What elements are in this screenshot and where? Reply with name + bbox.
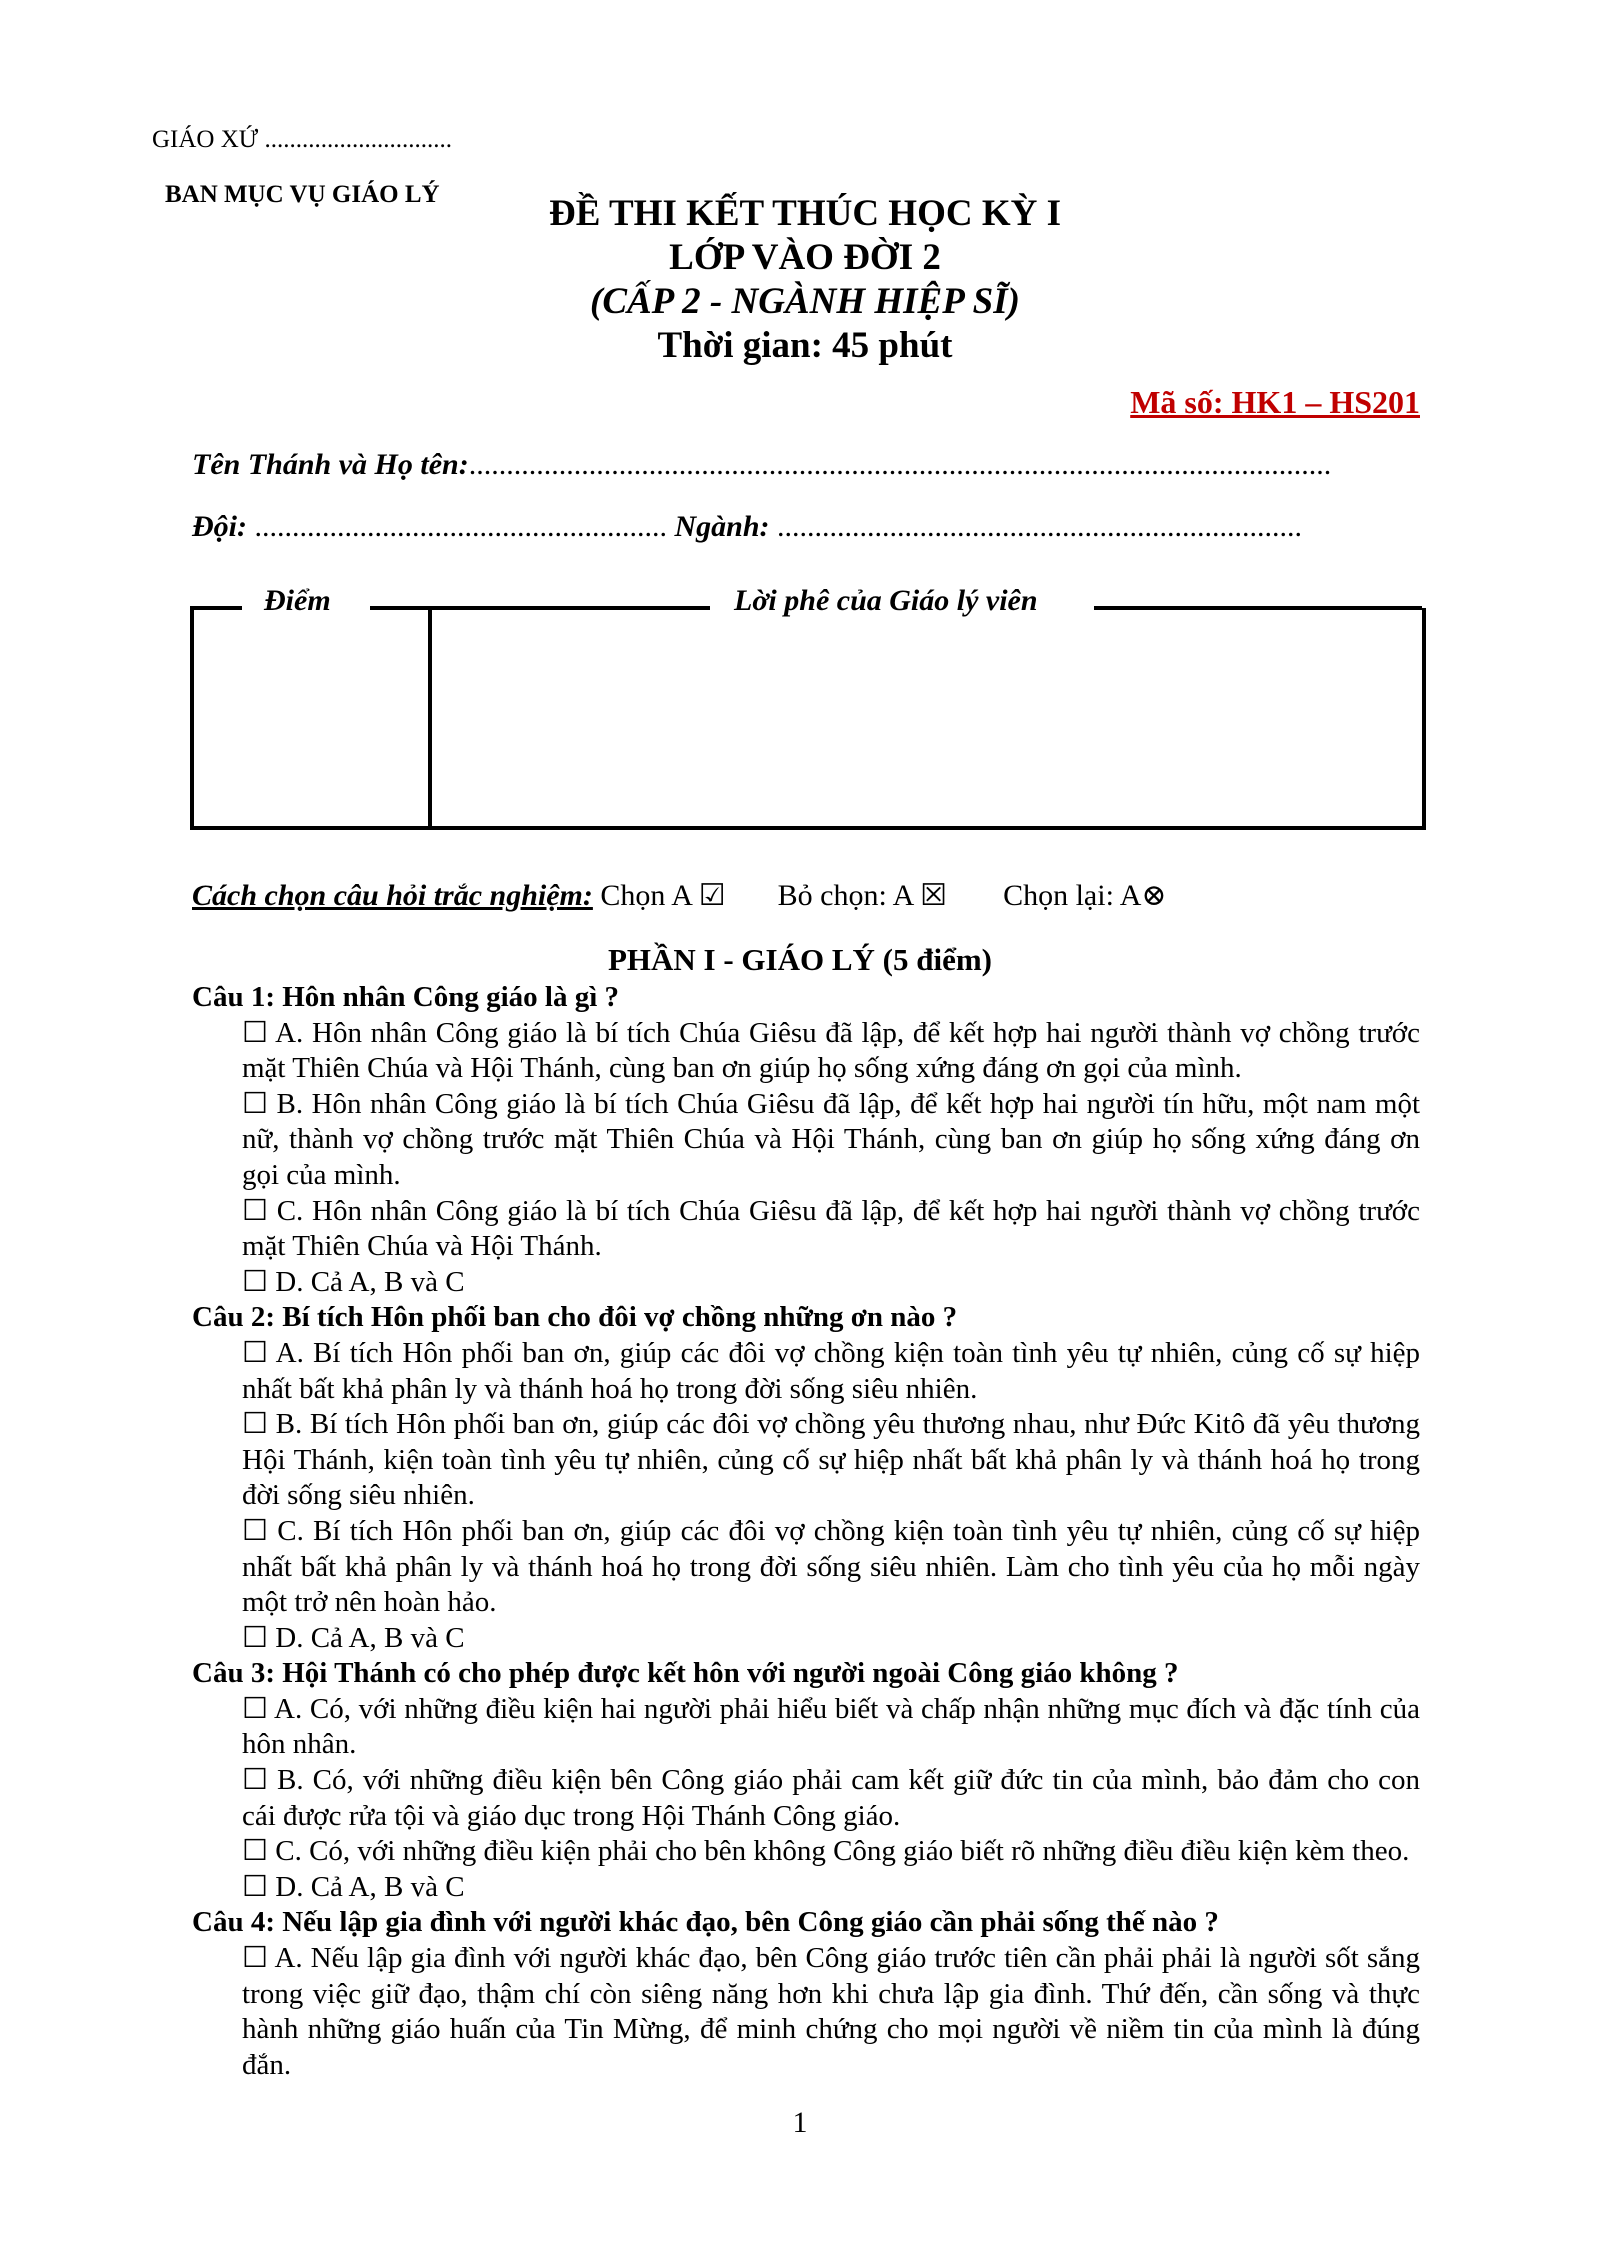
exam-code: Mã số: HK1 – HS201 — [1130, 384, 1420, 420]
answer-option[interactable]: ☐ B. Hôn nhân Công giáo là bí tích Chúa Giêsu đã lập, để kết hợp hai người tín hữu, một nam một nữ, thành vợ chồng trước mặt Thiên Chúa và Hội Thánh, cùng ban ơn giúp họ sống xứng đáng ơn gọi của mình. — [242, 1087, 1420, 1191]
parish-line: GIÁO XỨ .............................. — [152, 126, 452, 153]
question-4: Câu 4: Nếu lập gia đình với người khác đạo, bên Công giáo cần phải sống thế nào ? — [192, 1906, 1219, 1939]
grade-box-divider — [428, 608, 432, 830]
answer-option[interactable]: ☐ A. Bí tích Hôn phối ban ơn, giúp các đôi vợ chồng kiện toàn tình yêu tự nhiên, củng cố sự hiệp nhất bất khả phân ly và thánh hoá họ trong đời sống siêu nhiên. — [242, 1336, 1420, 1405]
grade-box-top-left — [190, 606, 242, 610]
question-1: Câu 1: Hôn nhân Công giáo là gì ? — [192, 981, 620, 1013]
name-dots: ................................................................................................................... — [468, 448, 1332, 481]
exam-title: ĐỀ THI KẾT THÚC HỌC KỲ I — [549, 193, 1061, 234]
instructions-label: Cách chọn câu hỏi trắc nghiệm: — [192, 879, 593, 912]
answer-option[interactable]: ☐ C. Bí tích Hôn phối ban ơn, giúp các đôi vợ chồng kiện toàn tình yêu tự nhiên, củng cố sự hiệp nhất bất khả phân ly và thánh hoá họ trong đời sống siêu nhiên. Làm cho tình yêu của họ mỗi ngày một trở nên hoàn hảo. — [242, 1514, 1420, 1619]
answer-option[interactable]: ☐ B. Có, với những điều kiện bên Công giáo phải cam kết giữ đức tin của mình, bảo đảm cho con cái được rửa tội và giáo dục trong Hội Thánh Công giáo. — [242, 1764, 1420, 1832]
rechoose-instruction: Chọn lại: A⊗ — [1003, 879, 1167, 912]
branch-dots: ...................................................................... — [769, 510, 1303, 543]
unchoose-instruction: Bỏ chọn: A ☒ — [777, 879, 948, 912]
answer-instructions — [192, 878, 1167, 913]
question-3: Câu 3: Hội Thánh có cho phép được kết hôn với người ngoài Công giáo không ? — [192, 1657, 1179, 1690]
answer-option[interactable]: ☐ A. Có, với những điều kiện hai người phải hiểu biết và chấp nhận những mục đích và đặc tính của hôn nhân. — [242, 1692, 1420, 1761]
answer-option[interactable]: ☐ A. Hôn nhân Công giáo là bí tích Chúa Giêsu đã lập, để kết hợp hai người thành vợ chồng trước mặt Thiên Chúa và Hội Thánh, cùng ban ơn giúp họ sống xứng đáng ơn gọi của mình. — [242, 1016, 1420, 1085]
comment-label: Lời phê của Giáo lý viên — [726, 584, 1046, 618]
board-name: BAN MỤC VỤ GIÁO LÝ — [165, 181, 440, 208]
score-label: Điểm — [256, 584, 339, 618]
name-label: Tên Thánh và Họ tên: — [192, 448, 469, 481]
choose-instruction: Chọn A ☑ — [592, 879, 726, 912]
team-dots: ....................................................... — [247, 510, 675, 543]
team-label: Đội: — [192, 510, 247, 543]
duration-title: Thời gian: 45 phút — [657, 325, 953, 366]
answer-option[interactable]: ☐ D. Cả A, B và C — [242, 1265, 465, 1298]
answer-option[interactable]: ☐ D. Cả A, B và C — [242, 1621, 465, 1654]
team-branch-field[interactable] — [192, 510, 1302, 544]
answer-option[interactable]: ☐ A. Nếu lập gia đình với người khác đạo, bên Công giáo trước tiên cần phải phải là người sốt sắng trong việc giữ đạo, thậm chí còn siêng năng hơn khi chưa lập gia đình. Thứ đến, cần sống và thực hành những giáo huấn của Tin Mừng, để minh chứng cho mọi người về niềm tin của mình là đúng đắn. — [242, 1942, 1420, 2081]
level-title: (CẤP 2 - NGÀNH HIỆP SĨ) — [590, 281, 1020, 322]
grade-box — [190, 608, 1426, 830]
answer-option[interactable]: ☐ D. Cả A, B và C — [242, 1870, 465, 1903]
name-field[interactable] — [192, 448, 1331, 482]
answer-option[interactable]: ☐ B. Bí tích Hôn phối ban ơn, giúp các đôi vợ chồng yêu thương nhau, như Đức Kitô đã yêu thương Hội Thánh, kiện toàn tình yêu tự nhiên, củng cố sự hiệp nhất bất khả phân ly và thánh hoá họ trong đời sống siêu nhiên. — [242, 1408, 1420, 1512]
grade-box-top-right — [1094, 606, 1422, 610]
question-2: Câu 2: Bí tích Hôn phối ban cho đôi vợ chồng những ơn nào ? — [192, 1301, 958, 1334]
answer-option[interactable]: ☐ C. Có, với những điều kiện phải cho bên không Công giáo biết rõ những điều điều kiện kèm theo. — [242, 1835, 1410, 1868]
part-title: PHẦN I - GIÁO LÝ (5 điểm) — [607, 942, 993, 977]
page-number: 1 — [792, 2106, 808, 2139]
questions-list — [192, 980, 1420, 2083]
branch-label: Ngành: — [674, 510, 770, 543]
answer-option[interactable]: ☐ C. Hôn nhân Công giáo là bí tích Chúa Giêsu đã lập, để kết hợp hai người thành vợ chồng trước mặt Thiên Chúa và Hội Thánh. — [242, 1194, 1420, 1263]
class-title: LỚP VÀO ĐỜI 2 — [669, 237, 941, 278]
grade-box-top-middle — [370, 606, 710, 610]
